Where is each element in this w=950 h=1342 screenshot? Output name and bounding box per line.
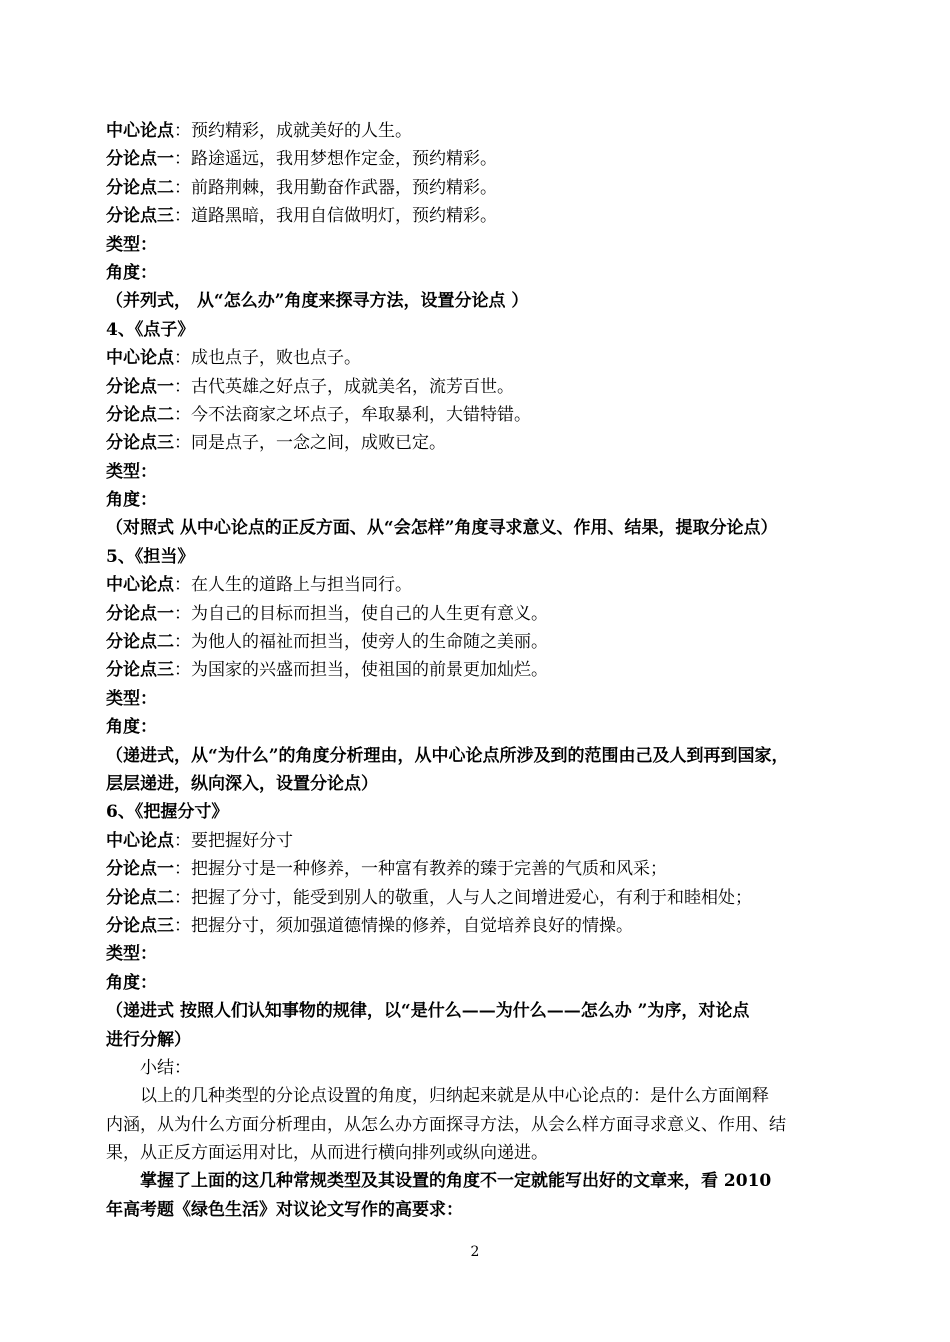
central-argument: 中心论点：在人生的道路上与担当同行。 (106, 575, 412, 596)
angle-label: 角度： (106, 490, 157, 511)
page-number: 2 (470, 1244, 480, 1260)
section-heading: 5、《担当》 (106, 546, 195, 567)
summary-text-line: 内涵，从为什么方面分析理由，从怎么办方面探寻方法，从会么样方面寻求意义、作用、结 (106, 1114, 786, 1135)
summary-emphasis-line: 掌握了上面的这几种常规类型及其设置的角度不一定就能写出好的文章来，看 2010 (140, 1171, 772, 1192)
sub-argument-2: 分论点二：把握了分寸，能受到别人的敬重，人与人之间增进爱心，有利于和睦相处； (106, 887, 752, 908)
summary-label: 小结： (140, 1057, 191, 1078)
sub-argument-1: 分论点一：古代英雄之好点子，成就美名，流芳百世。 (106, 376, 514, 397)
type-label: 类型： (106, 461, 157, 482)
sub-argument-1: 分论点一：路途遥远，我用梦想作定金，预约精彩。 (106, 149, 497, 170)
sub-argument-2: 分论点二：前路荆棘，我用勤奋作武器，预约精彩。 (106, 177, 497, 198)
angle-label: 角度： (106, 717, 157, 738)
summary-text-line: 以上的几种类型的分论点设置的角度，归纳起来就是从中心论点的：是什么方面阐释 (140, 1086, 769, 1107)
section-note-continued: 层层递进，纵向深入，设置分论点） (106, 773, 378, 794)
central-argument: 中心论点：要把握好分寸 (106, 830, 293, 851)
sub-argument-1: 分论点一：为自己的目标而担当，使自己的人生更有意义。 (106, 603, 548, 624)
central-argument: 中心论点：成也点子，败也点子。 (106, 348, 361, 369)
type-label: 类型： (106, 234, 157, 255)
sub-argument-3: 分论点三：为国家的兴盛而担当，使祖国的前景更加灿烂。 (106, 660, 548, 681)
sub-argument-2: 分论点二：为他人的福祉而担当，使旁人的生命随之美丽。 (106, 632, 548, 653)
document-body (106, 117, 858, 1224)
summary-text-line: 果，从正反方面运用对比，从而进行横向排列或纵向递进。 (106, 1143, 548, 1164)
section-heading: 6、《把握分寸》 (106, 802, 229, 823)
section-heading: 4、《点子》 (106, 319, 195, 340)
section-note: （递进式，从“为什么”的角度分析理由，从中心论点所涉及到的范围由己及人到再到国家， (106, 745, 789, 766)
sub-argument-1: 分论点一：把握分寸是一种修养，一种富有教养的臻于完善的气质和风采； (106, 859, 667, 880)
central-argument: 中心论点：预约精彩，成就美好的人生。 (106, 121, 412, 141)
sub-argument-2: 分论点二：今不法商家之坏点子，牟取暴利，大错特错。 (106, 404, 531, 425)
section-note: （并列式， 从“怎么办”角度来探寻方法，设置分论点 ） (106, 291, 529, 312)
type-label: 类型： (106, 944, 157, 965)
section-note-continued: 进行分解） (106, 1029, 191, 1050)
type-label: 类型： (106, 688, 157, 709)
summary-emphasis-line: 年高考题《绿色生活》对议论文写作的高要求： (106, 1199, 463, 1220)
sub-argument-3: 分论点三：道路黑暗，我用自信做明灯，预约精彩。 (106, 206, 497, 227)
sub-argument-3: 分论点三：同是点子，一念之间，成败已定。 (106, 433, 446, 454)
section-note: （递进式 按照人们认知事物的规律，以“是什么——为什么——怎么办 ”为序，对论点 (106, 1001, 750, 1022)
section-note: （对照式 从中心论点的正反方面、从“会怎样”角度寻求意义、作用、结果，提取分论点） (106, 518, 778, 539)
angle-label: 角度： (106, 262, 157, 283)
sub-argument-3: 分论点三：把握分寸，须加强道德情操的修养，自觉培养良好的情操。 (106, 915, 633, 936)
angle-label: 角度： (106, 972, 157, 993)
